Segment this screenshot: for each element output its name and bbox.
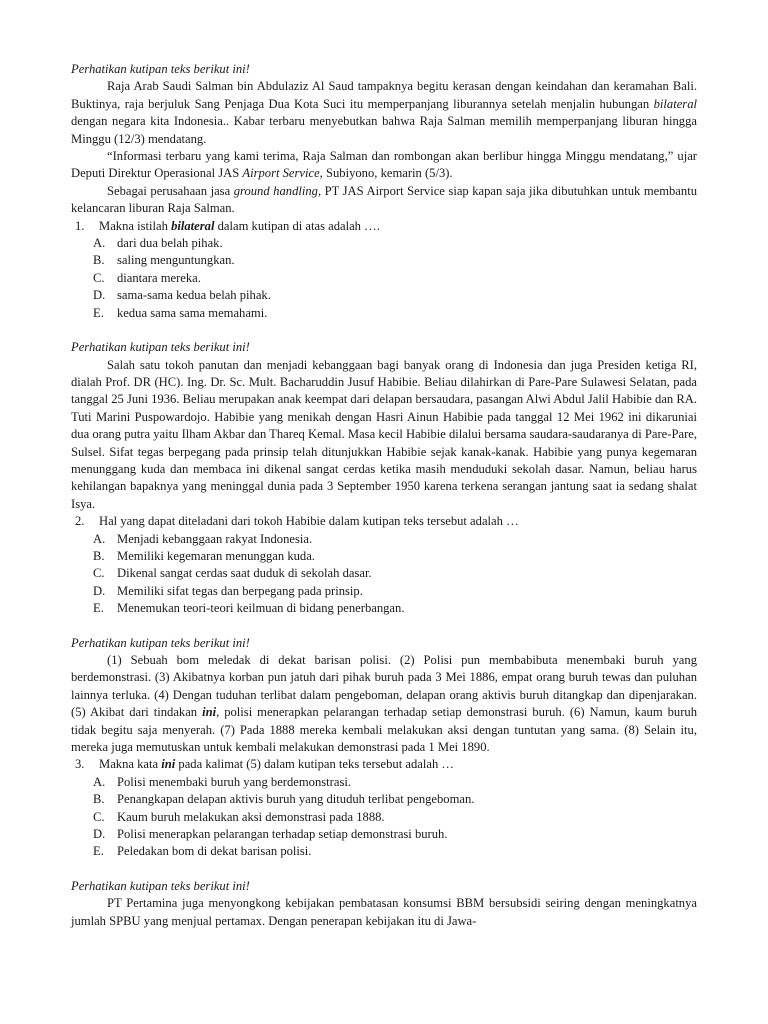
option-letter: E. bbox=[93, 305, 104, 320]
option-letter: D. bbox=[93, 288, 106, 303]
text-run: PT Pertamina juga menyongkong kebijakan pembatasan konsumsi BBM bersubsidi seiring dengan meningkatnya jumlah SPBU yang menjual pertamax. Dengan penerapan kebijakan itu di Jawa- bbox=[71, 896, 697, 928]
option-letter: A. bbox=[93, 236, 106, 251]
option-text: Memiliki sifat tegas dan berpegang pada prinsip. bbox=[117, 583, 363, 598]
option-letter: B. bbox=[93, 548, 105, 563]
option-text: Menjadi kebanggaan rakyat Indonesia. bbox=[117, 531, 313, 546]
text-run: Makna kata bbox=[99, 757, 162, 772]
text-run: Raja Arab Saudi Salman bin Abdulaziz Al Saud tampaknya begitu kerasan dengan keindahan dan keramahan Bali. Buktinya, raja berjuluk Sang Penjaga Dua Kota Suci itu memperpanjang liburannya setelah menjalin hubungan bbox=[71, 79, 697, 111]
option-text: Kaum buruh melakukan aksi demonstrasi pada 1888. bbox=[117, 809, 385, 824]
question-number: 3. bbox=[75, 757, 85, 772]
answer-options bbox=[71, 531, 697, 618]
document-body bbox=[71, 61, 697, 930]
option-letter: A. bbox=[93, 531, 106, 546]
text-run: Hal yang dapat diteladani dari tokoh Habibie dalam kutipan teks tersebut adalah … bbox=[99, 514, 519, 529]
option-letter: E. bbox=[93, 844, 104, 859]
section-instruction: Perhatikan kutipan teks berikut ini! bbox=[71, 635, 250, 650]
answer-option[interactable] bbox=[93, 791, 697, 808]
option-text: Polisi menembaki buruh yang berdemonstrasi. bbox=[117, 774, 351, 789]
option-letter: C. bbox=[93, 270, 105, 285]
emphasized-text: bilateral bbox=[653, 96, 697, 111]
option-letter: C. bbox=[93, 809, 105, 824]
answer-option[interactable] bbox=[93, 843, 697, 860]
text-run: Makna istilah bbox=[99, 218, 172, 233]
text-run: Salah satu tokoh panutan dan menjadi kebanggaan bagi banyak orang di Indonesia dan juga Presiden ketiga RI, dialah Prof. DR (HC). Ing. Dr. Sc. Mult. Bacharuddin Jusuf Habibie. Beliau dilahirkan di Pare-Pare Sulawesi Selatan, pada tanggal 25 Juni 1936. Beliau merupakan anak keempat dari delapan bersaudara, pasangan Alwi Abdul Jalil Habibie dan RA. Tuti Marini Puspowardojo. Habibie yang menikah dengan Hasri Ainun Habibie pada tanggal 12 Mei 1962 ini dikaruniai dua orang putra yaitu Ilham Akbar dan Thareq Kemal. Masa kecil Habibie dilalui bersama saudara-saudaranya di Pare-Pare, Sulsel. Sifat tegas berpegang pada prinsip telah ditunjukkan Habibie sejak kanak-kanak. Habibie yang punya kegemaran menunggang kuda dan membaca ini dikenal sangat cerdas ketika masih menduduki sekolah dasar. Namun, beliau harus kehilangan bapaknya yang meninggal dunia pada 3 September 1950 karena terkena serangan jantung saat ia sedang shalat Isya. bbox=[71, 357, 698, 511]
reading-section-2 bbox=[71, 339, 697, 618]
text-run: (1) Sebuah bom meledak di dekat barisan polisi. (2) Polisi pun membabibuta menembaki buruh yang berdemonstrasi. (3) Akibatnya korban pun jatuh dari pihak buruh pada 3 Mei 1886, empat orang buruh tewas dan puluhan lainnya terluka. (4) Dengan tuduhan terlibat dalam pengeboman, delapan orang aktivis buruh ditangkap dan dipenjarakan. (5) Akibat dari tindakan bbox=[71, 653, 697, 720]
option-letter: B. bbox=[93, 253, 105, 268]
section-spacer bbox=[71, 618, 697, 635]
option-letter: D. bbox=[93, 827, 106, 842]
option-text: Dikenal sangat cerdas saat duduk di sekolah dasar. bbox=[117, 566, 372, 581]
passage-paragraph bbox=[71, 183, 697, 218]
option-text: diantara mereka. bbox=[117, 270, 201, 285]
answer-option[interactable] bbox=[93, 252, 697, 269]
answer-option[interactable] bbox=[93, 287, 697, 304]
option-letter: D. bbox=[93, 583, 106, 598]
answer-option[interactable] bbox=[93, 270, 697, 287]
text-run: , polisi menerapkan pelarangan terhadap setiap demonstrasi buruh. (6) Namun, kaum buruh tidak begitu saja menyerah. (7) Pada 1888 mereka kembali melakukan aksi dengan tuntutan yang sama. (8) Selain itu, mereka juga memutuskan untuk kembali melakukan demonstrasi pada 1 Mei 1890. bbox=[71, 705, 697, 755]
question-1 bbox=[71, 218, 697, 235]
answer-option[interactable] bbox=[93, 809, 697, 826]
option-text: kedua sama sama memahami. bbox=[117, 305, 268, 320]
passage-paragraph bbox=[71, 148, 697, 183]
reading-section-4 bbox=[71, 878, 697, 930]
answer-option[interactable] bbox=[93, 565, 697, 582]
answer-option[interactable] bbox=[93, 600, 697, 617]
option-text: Peledakan bom di dekat barisan polisi. bbox=[117, 844, 312, 859]
answer-options bbox=[71, 235, 697, 322]
text-run: PT JAS Airport Service siap kapan saja jika dibutuhkan untuk membantu kelancaran liburan Raja Salman. bbox=[71, 183, 697, 216]
passage-paragraph bbox=[71, 357, 697, 514]
emphasized-text: ini bbox=[202, 705, 217, 720]
section-spacer bbox=[71, 322, 697, 339]
passage-paragraph bbox=[71, 652, 697, 756]
reading-section-3 bbox=[71, 635, 697, 861]
emphasized-text: ground handling, bbox=[233, 183, 322, 198]
text-run: dengan negara kita Indonesia.. Kabar terbaru menyebutkan bahwa Raja Salman memilih memperpanjang liburan hingga Minggu (12/3) mendatang. bbox=[71, 114, 697, 146]
text-run: Subiyono, kemarin (5/3). bbox=[322, 166, 453, 181]
answer-option[interactable] bbox=[93, 774, 697, 791]
option-text: saling menguntungkan. bbox=[117, 253, 235, 268]
reading-section-1 bbox=[71, 61, 697, 322]
question-2 bbox=[71, 513, 697, 530]
section-instruction: Perhatikan kutipan teks berikut ini! bbox=[71, 340, 250, 355]
option-text: Memiliki kegemaran menunggan kuda. bbox=[117, 548, 315, 563]
answer-option[interactable] bbox=[93, 305, 697, 322]
text-run: dalam kutipan di atas adalah …. bbox=[214, 218, 380, 233]
text-run: pada kalimat (5) dalam kutipan teks tersebut adalah … bbox=[175, 757, 454, 772]
answer-option[interactable] bbox=[93, 826, 697, 843]
section-instruction: Perhatikan kutipan teks berikut ini! bbox=[71, 878, 250, 893]
passage-paragraph bbox=[71, 78, 697, 148]
question-number: 1. bbox=[75, 218, 85, 233]
answer-option[interactable] bbox=[93, 583, 697, 600]
section-instruction: Perhatikan kutipan teks berikut ini! bbox=[71, 62, 250, 76]
option-letter: A. bbox=[93, 774, 106, 789]
passage-paragraph bbox=[71, 895, 697, 930]
option-text: Menemukan teori-teori keilmuan di bidang penerbangan. bbox=[117, 601, 405, 616]
question-3 bbox=[71, 756, 697, 773]
option-text: dari dua belah pihak. bbox=[117, 236, 223, 251]
emphasized-text: ini bbox=[161, 757, 176, 772]
answer-option[interactable] bbox=[93, 548, 697, 565]
answer-option[interactable] bbox=[93, 235, 697, 252]
option-letter: E. bbox=[93, 601, 104, 616]
question-number: 2. bbox=[75, 514, 85, 529]
answer-options bbox=[71, 774, 697, 861]
option-text: sama-sama kedua belah pihak. bbox=[117, 288, 271, 303]
section-spacer bbox=[71, 861, 697, 878]
option-text: Polisi menerapkan pelarangan terhadap setiap demonstrasi buruh. bbox=[117, 827, 448, 842]
option-letter: B. bbox=[93, 792, 105, 807]
text-run: “Informasi terbaru yang kami terima, Raja Salman dan rombongan akan berlibur hingga Minggu mendatang,” ujar Deputi Direktur Operasional JAS bbox=[71, 149, 697, 181]
option-text: Penangkapan delapan aktivis buruh yang dituduh terlibat pengeboman. bbox=[117, 792, 475, 807]
option-letter: C. bbox=[93, 566, 105, 581]
text-run: Sebagai perusahaan jasa bbox=[107, 183, 234, 198]
emphasized-text: bilateral bbox=[171, 218, 215, 233]
emphasized-text: Airport Service, bbox=[242, 166, 323, 181]
answer-option[interactable] bbox=[93, 531, 697, 548]
